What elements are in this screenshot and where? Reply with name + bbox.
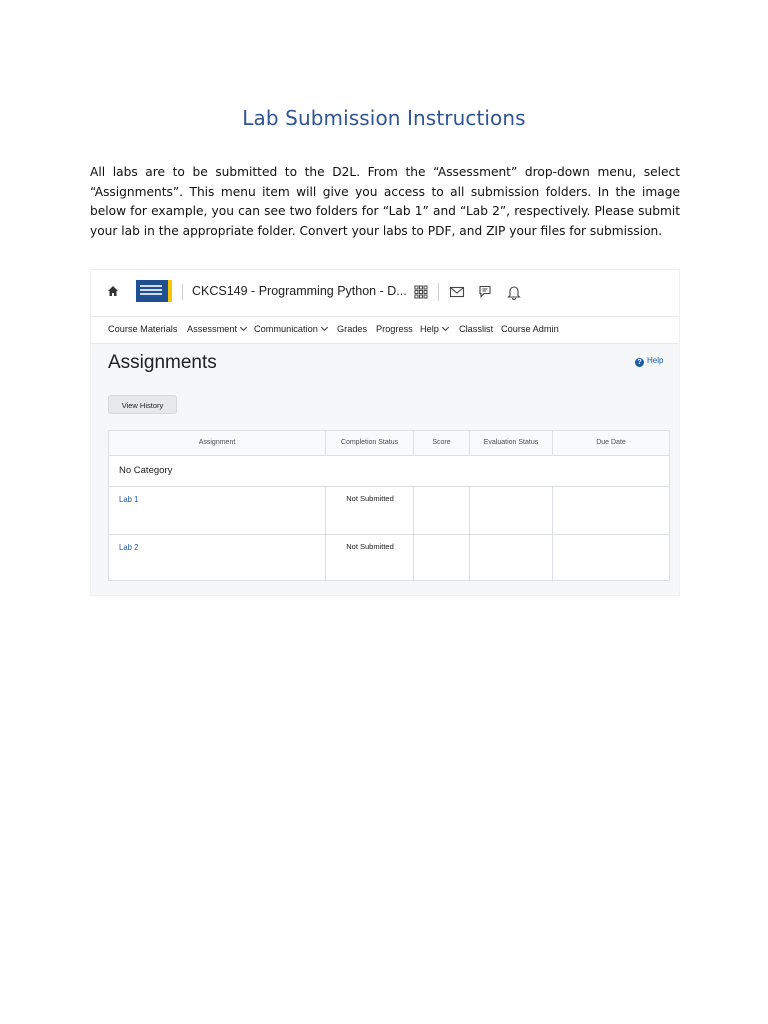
help-label: Help xyxy=(647,356,664,365)
score-cell xyxy=(414,535,470,582)
menu-item-grades[interactable]: Grades xyxy=(337,324,368,334)
assignment-cell xyxy=(109,535,326,582)
page-title: Assignments xyxy=(108,352,217,373)
bell-icon[interactable] xyxy=(506,284,522,300)
completion-status-cell xyxy=(326,487,414,534)
menu-item-course-admin[interactable]: Course Admin xyxy=(501,324,559,334)
menu-item-assessment[interactable] xyxy=(187,324,246,334)
due-date-cell xyxy=(553,535,669,582)
chevron-down-icon xyxy=(240,324,247,331)
course-menubar xyxy=(91,317,679,344)
category-label: No Category xyxy=(119,465,173,476)
home-icon[interactable] xyxy=(107,285,119,297)
help-icon: ? xyxy=(635,358,644,367)
navbar-divider xyxy=(438,283,439,301)
chevron-down-icon xyxy=(442,324,449,331)
d2l-screenshot xyxy=(91,270,679,595)
table-row xyxy=(109,487,669,535)
column-header-score[interactable]: Score xyxy=(414,431,470,455)
mail-icon[interactable] xyxy=(449,284,465,300)
document-title: Lab Submission Instructions xyxy=(242,106,526,130)
table-row xyxy=(109,535,669,582)
menu-item-communication[interactable] xyxy=(254,324,327,334)
university-logo[interactable] xyxy=(136,280,172,302)
completion-status: Not Submitted xyxy=(346,494,394,503)
menu-item-label: Assessment xyxy=(187,324,238,334)
chevron-down-icon xyxy=(321,324,328,331)
assignment-link-lab-1[interactable]: Lab 1 xyxy=(119,495,139,504)
assignment-link-lab-2[interactable]: Lab 2 xyxy=(119,543,139,552)
top-navbar xyxy=(91,270,679,317)
assignment-cell xyxy=(109,487,326,534)
completion-status-cell xyxy=(326,535,414,582)
table-header-row xyxy=(109,431,669,456)
column-header-assignment[interactable]: Assignment xyxy=(109,431,326,455)
apps-grid-icon[interactable] xyxy=(413,284,429,300)
menu-item-classlist[interactable]: Classlist xyxy=(459,324,494,334)
menu-item-label: Help xyxy=(420,324,439,334)
chat-icon[interactable] xyxy=(477,284,493,300)
due-date-cell xyxy=(553,487,669,534)
column-header-completion-status[interactable]: Completion Status xyxy=(326,431,414,455)
evaluation-status-cell xyxy=(470,535,553,582)
menu-item-help[interactable] xyxy=(420,324,448,334)
view-history-button[interactable]: View History xyxy=(108,395,177,414)
completion-status: Not Submitted xyxy=(346,542,394,551)
score-cell xyxy=(414,487,470,534)
assignments-table xyxy=(108,430,670,581)
instructions-paragraph: All labs are to be submitted to the D2L. From the “Assessment” drop-down menu, select “Assignments”. This menu item will give you access to all submission folders. In the image below for example, you can see two folders for “Lab 1” and “Lab 2”, respectively. Please submit your lab in the appropriate folder. Convert your labs to PDF, and ZIP your files for submission. xyxy=(90,165,680,238)
menu-item-label: Communication xyxy=(254,324,318,334)
course-title[interactable]: CKCS149 - Programming Python - D... xyxy=(192,284,407,298)
column-header-evaluation-status[interactable]: Evaluation Status xyxy=(470,431,553,455)
category-row xyxy=(109,456,669,487)
menu-item-course-materials[interactable]: Course Materials xyxy=(108,324,178,334)
navbar-divider xyxy=(182,284,183,300)
help-link[interactable] xyxy=(635,356,663,367)
column-header-due-date[interactable]: Due Date xyxy=(596,439,626,446)
evaluation-status-cell xyxy=(470,487,553,534)
menu-item-progress[interactable]: Progress xyxy=(376,324,413,334)
